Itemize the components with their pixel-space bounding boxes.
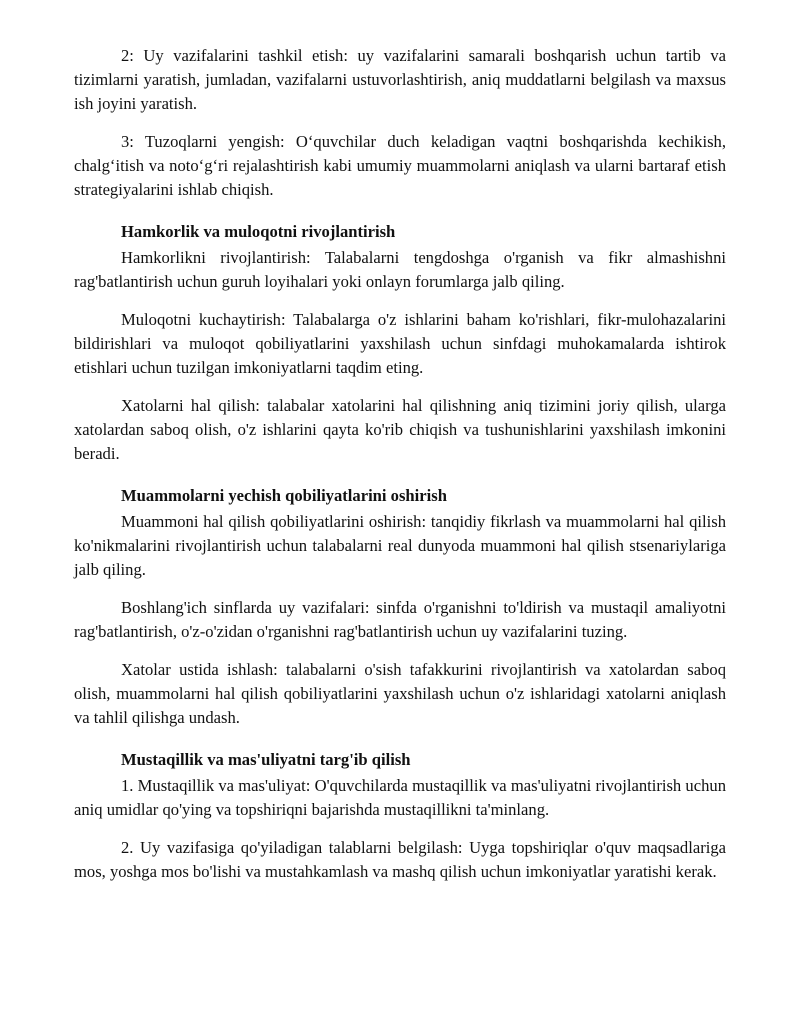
- paragraph-working-on-mistakes: Xatolar ustida ishlash: talabalarni o'sish tafakkurini rivojlantirish va xatolardan saboq olish, muammolarni hal qilish qobiliyatlarini yaxshilash uchun o'z ishlaridagi xatolarni aniqlash va tahlil qilishga undash.: [74, 660, 726, 727]
- paragraph-error-handling: Xatolarni hal qilish: talabalar xatolarini hal qilishning aniq tizimini joriy qilish, ularga xatolardan saboq olish, o'z ishlarini qayta ko'rib chiqish va tushunishlarini yaxshilash imkonini beradi.: [74, 396, 726, 463]
- paragraph-homework-requirements: 2. Uy vazifasiga qo'yiladigan talablarni belgilash: Uyga topshiriqlar o'quv maqsadlariga mos, yoshga mos bo'lishi va mustahkamlash va mashq qilish uchun imkoniyatlar yaratishi kerak.: [74, 838, 726, 881]
- paragraph-overcoming-pitfalls: 3: Tuzoqlarni yengish: O‘quvchilar duch keladigan vaqtni boshqarishda kechikish, chalg‘itish va noto‘g‘ri rejalashtirish kabi umumiy muammolarni aniqlash va ularni bartaraf etish strategiyalarini ishlab chiqish.: [74, 132, 726, 199]
- heading-independence: Mustaqillik va mas'uliyatni targ'ib qilish: [121, 750, 411, 769]
- paragraph-communication: Muloqotni kuchaytirish: Talabalarga o'z ishlarini baham ko'rishlari, fikr-mulohazalarini bildirishlari va muloqot qobiliyatlarini yaxshilash uchun sinfdagi muhokamalarda ishtirok etishlari uchun tuzilgan imkoniyatlarni taqdim eting.: [74, 310, 726, 377]
- heading-problem-solving: Muammolarni yechish qobiliyatlarini oshirish: [121, 486, 447, 505]
- paragraph-homework-organization: 2: Uy vazifalarini tashkil etish: uy vazifalarini samarali boshqarish uchun tartib va tizimlarni yaratish, jumladan, vazifalarni ustuvorlashtirish, aniq muddatlarni belgilash va maxsus ish joyini yaratish.: [74, 46, 726, 113]
- paragraph-primary-homework: Boshlang'ich sinflarda uy vazifalari: sinfda o'rganishni to'ldirish va mustaqil amaliyotni rag'batlantirish, o'z-o'zidan o'rganishni rag'batlantirish uchun uy vazifalarini tuzing.: [74, 598, 726, 641]
- heading-collaboration: Hamkorlik va muloqotni rivojlantirish: [121, 222, 396, 241]
- paragraph-independence: 1. Mustaqillik va mas'uliyat: O'quvchilarda mustaqillik va mas'uliyatni rivojlantirish uchun aniq umidlar qo'ying va topshiriqni bajarishda mustaqillikni ta'minlang.: [74, 776, 726, 819]
- document-page: [74, 44, 726, 884]
- paragraph-problem-solving: Muammoni hal qilish qobiliyatlarini oshirish: tanqidiy fikrlash va muammolarni hal qilish ko'nikmalarini rivojlantirish uchun talabalarni real dunyoda muammoni hal qilish stsenariylariga jalb qiling.: [74, 512, 726, 579]
- paragraph-collaboration: Hamkorlikni rivojlantirish: Talabalarni tengdoshga o'rganish va fikr almashishni rag'batlantirish uchun guruh loyihalari yoki onlayn forumlarga jalb qiling.: [74, 248, 726, 291]
